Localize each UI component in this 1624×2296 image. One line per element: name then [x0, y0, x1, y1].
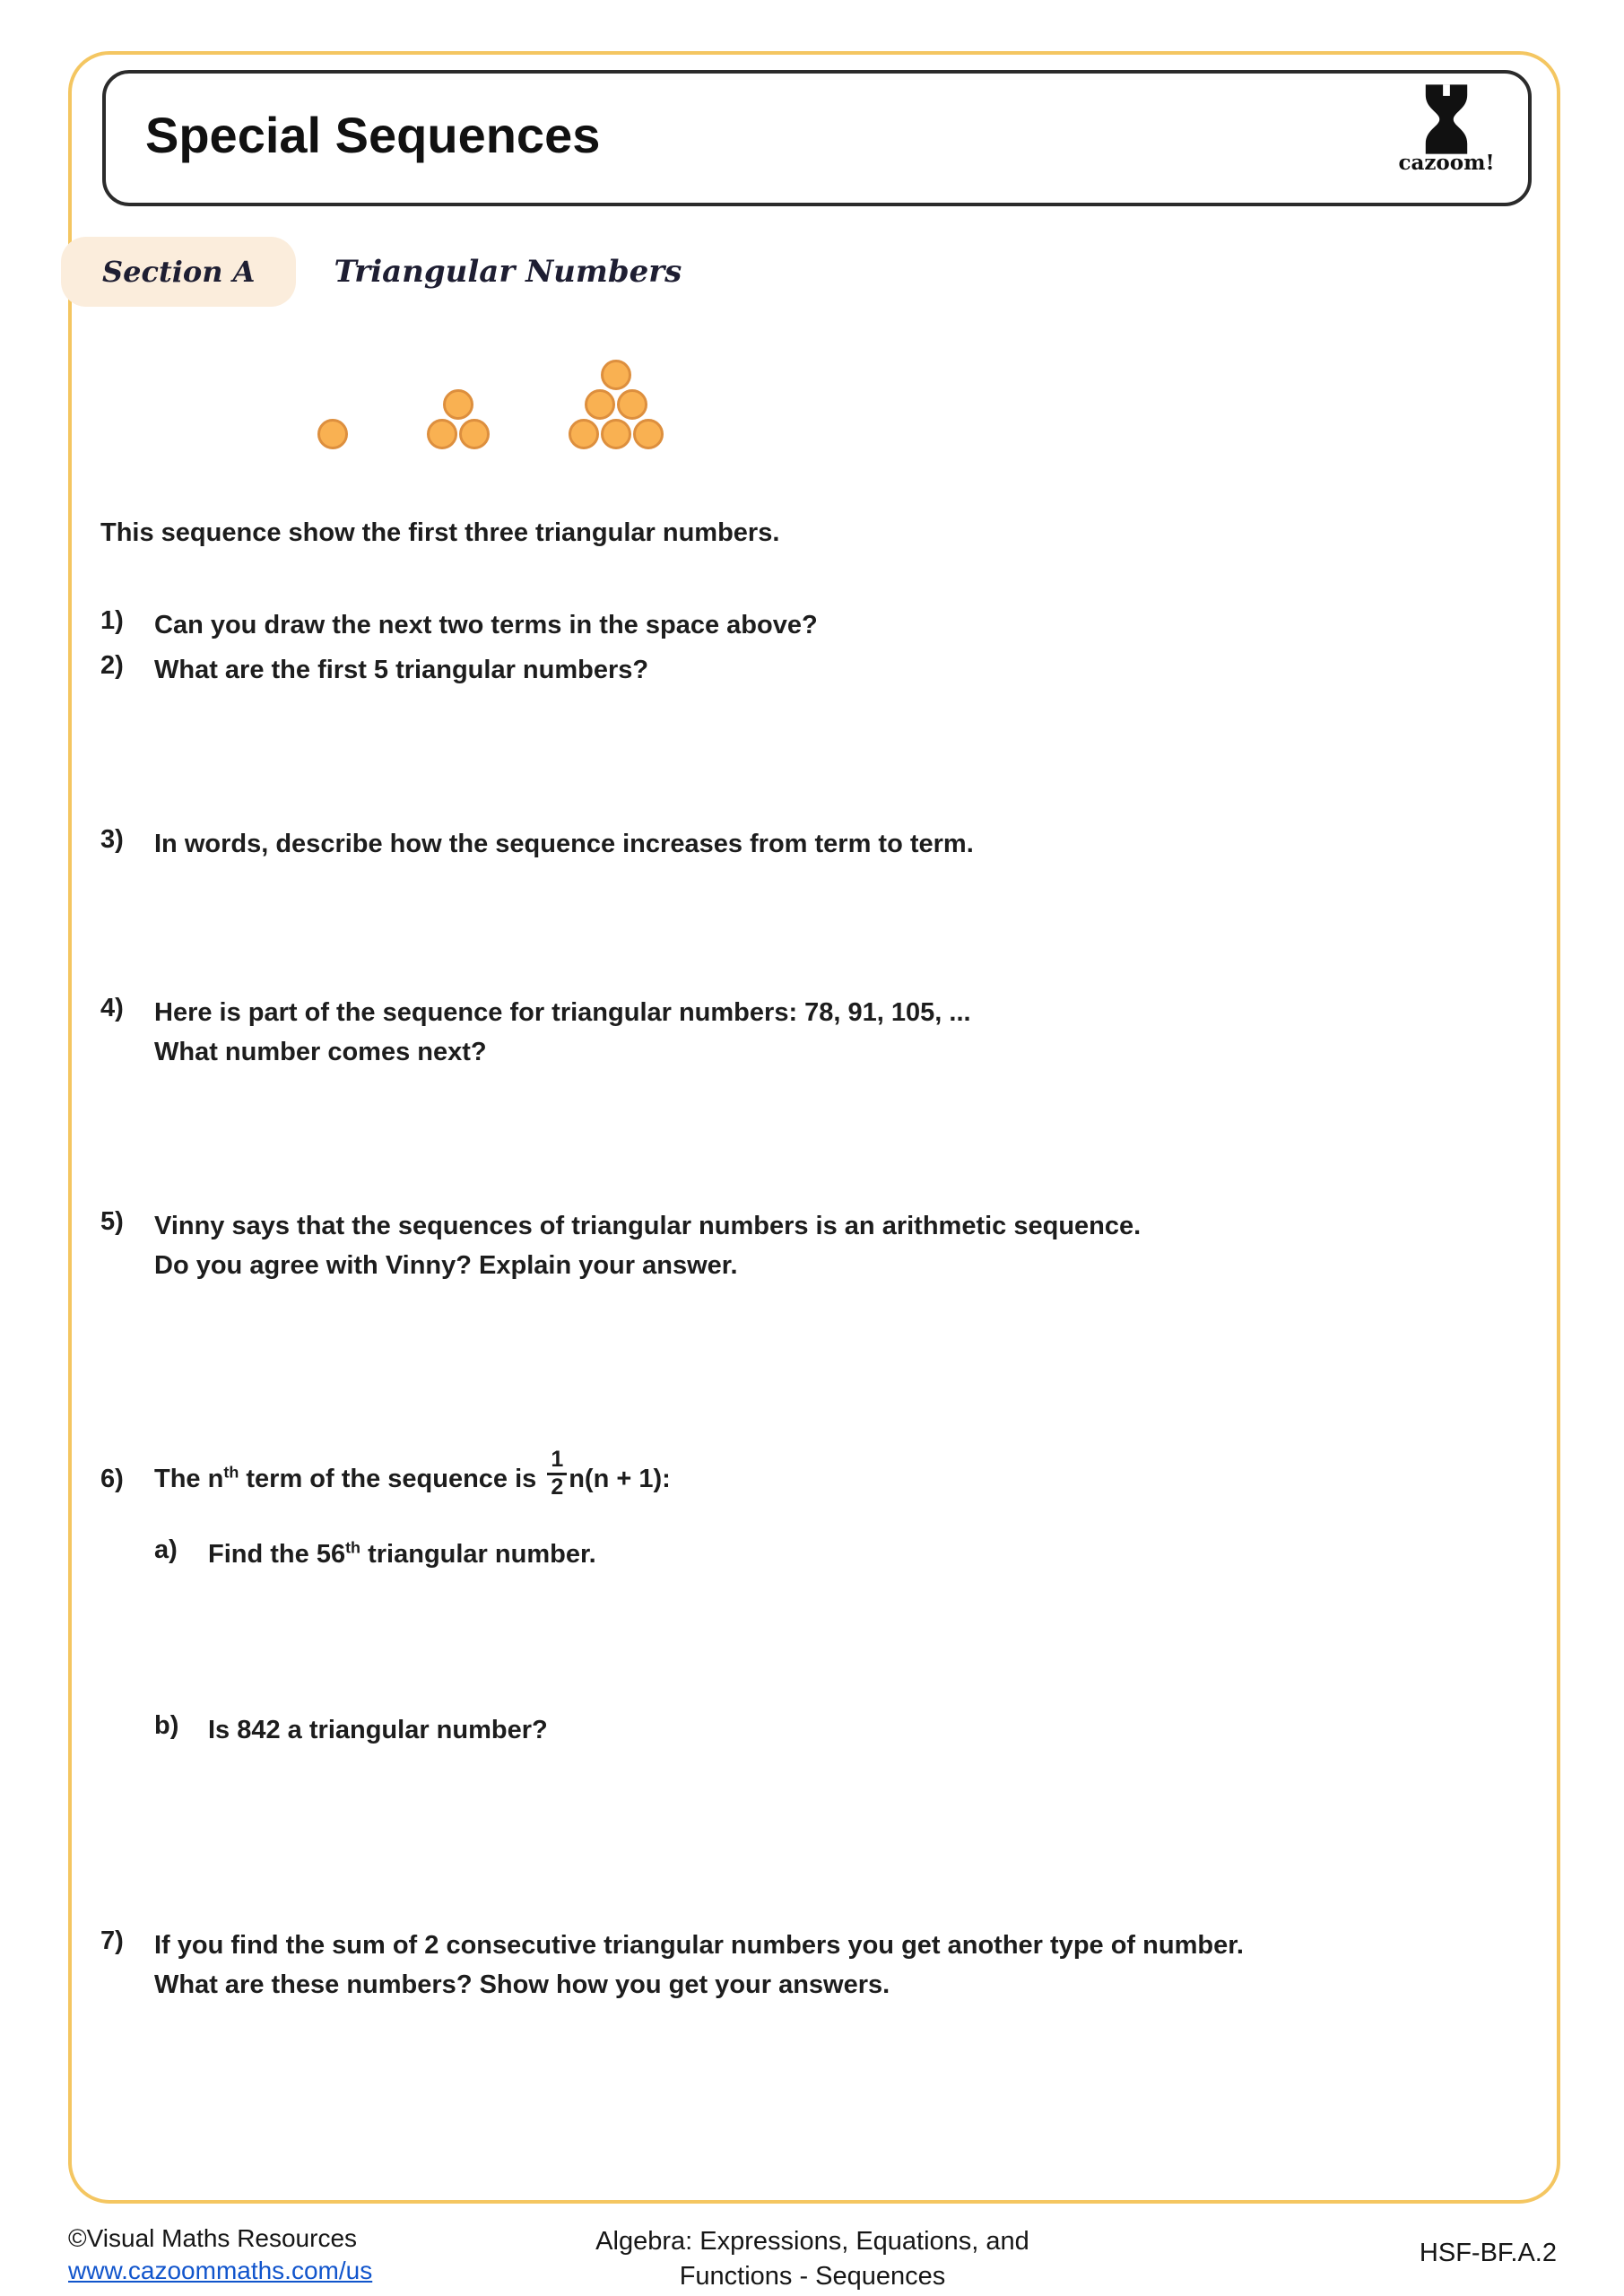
- question-2: [100, 651, 648, 691]
- dot-row: [585, 389, 647, 420]
- fraction-one-half: [547, 1448, 567, 1499]
- dot-row: [427, 419, 490, 449]
- section-label: Section A: [61, 237, 296, 307]
- question-line-1: Vinny says that the sequences of triangular numbers is an arithmetic sequence.: [154, 1212, 1142, 1240]
- triangular-dots: [317, 361, 664, 449]
- footer-center: [519, 2224, 1106, 2294]
- question-line-2: Do you agree with Vinny? Explain your answer.: [154, 1250, 738, 1280]
- question-text-post: n(n + 1):: [569, 1465, 671, 1493]
- question-number: 2): [100, 651, 124, 680]
- question-6a: [154, 1535, 596, 1575]
- footer-left: [68, 2224, 519, 2285]
- question-5: [100, 1207, 1141, 1285]
- dot: [317, 419, 348, 449]
- topic-line-1: Algebra: Expressions, Equations, and: [595, 2227, 1029, 2256]
- footer: [68, 2224, 1557, 2294]
- question-text-pre: The n: [154, 1465, 224, 1493]
- cazoom-logo: [1388, 81, 1505, 175]
- question-text: [154, 994, 971, 1072]
- question-text: [154, 1447, 671, 1500]
- dot: [443, 389, 473, 420]
- question-text: Can you draw the next two terms in the space above?: [154, 611, 818, 639]
- question-number: 7): [100, 1926, 124, 1955]
- question-7: [100, 1926, 1244, 2005]
- dot: [633, 419, 664, 449]
- fraction-numerator: 1: [547, 1448, 567, 1475]
- question-6: [100, 1447, 671, 1500]
- question-4: [100, 994, 971, 1072]
- dot-term: [317, 420, 348, 449]
- question-text: Is 842 a triangular number?: [208, 1716, 548, 1744]
- question-number: 3): [100, 825, 124, 854]
- dot: [585, 389, 615, 420]
- dot: [617, 389, 647, 420]
- question-text: [208, 1535, 596, 1575]
- dot-term: [427, 390, 490, 449]
- dot-row: [443, 389, 473, 420]
- website-link[interactable]: www.cazoommaths.com/us: [68, 2257, 373, 2284]
- logo-text: cazoom!: [1398, 151, 1495, 175]
- dot: [569, 419, 599, 449]
- page-title: Special Sequences: [145, 107, 601, 163]
- question-6b: [154, 1711, 548, 1751]
- question-number: 5): [100, 1207, 124, 1236]
- question-text: What are the first 5 triangular numbers?: [154, 656, 649, 684]
- question-line-2: What number comes next?: [154, 1037, 487, 1066]
- dot-term: [569, 361, 664, 449]
- superscript-th: th: [223, 1463, 239, 1482]
- superscript-th: th: [345, 1538, 361, 1557]
- question-line-2: What are these numbers? Show how you get your answers.: [154, 1970, 890, 1999]
- dot: [427, 419, 457, 449]
- intro-text: This sequence show the first three triangular numbers.: [100, 518, 780, 547]
- section-header: [61, 237, 682, 307]
- topic-line-2: Functions - Sequences: [679, 2262, 946, 2292]
- dot-row: [601, 360, 631, 390]
- question-number: 4): [100, 994, 124, 1022]
- question-number: 6): [100, 1465, 124, 1494]
- standard-code: HSF-BF.A.2: [1419, 2239, 1557, 2267]
- question-number: 1): [100, 606, 124, 635]
- question-number: a): [154, 1535, 178, 1564]
- header: [102, 70, 1532, 206]
- question-1: [100, 606, 818, 646]
- copyright-text: ©Visual Maths Resources: [68, 2224, 358, 2252]
- question-line-1: Here is part of the sequence for triangular numbers: 78, 91, 105, ...: [154, 998, 971, 1027]
- question-text-post: triangular number.: [360, 1540, 596, 1569]
- section-title: Triangular Numbers: [334, 254, 682, 290]
- question-text-pre: Find the 56: [208, 1540, 346, 1569]
- question-line-1: If you find the sum of 2 consecutive triangular numbers you get another type of number.: [154, 1931, 1244, 1960]
- dot-row: [317, 419, 348, 449]
- question-text: [154, 1926, 1244, 2005]
- drum-icon: [1420, 81, 1472, 158]
- question-3: [100, 825, 974, 865]
- question-text: [154, 1207, 1141, 1285]
- dot: [601, 360, 631, 390]
- dot-row: [569, 419, 664, 449]
- fraction-denominator: 2: [551, 1474, 564, 1500]
- dot: [601, 419, 631, 449]
- dot: [459, 419, 490, 449]
- question-text-mid: term of the sequence is: [239, 1465, 537, 1493]
- question-text: In words, describe how the sequence increases from term to term.: [154, 830, 974, 858]
- question-number: b): [154, 1711, 179, 1740]
- decorative-frame: [68, 51, 1560, 2204]
